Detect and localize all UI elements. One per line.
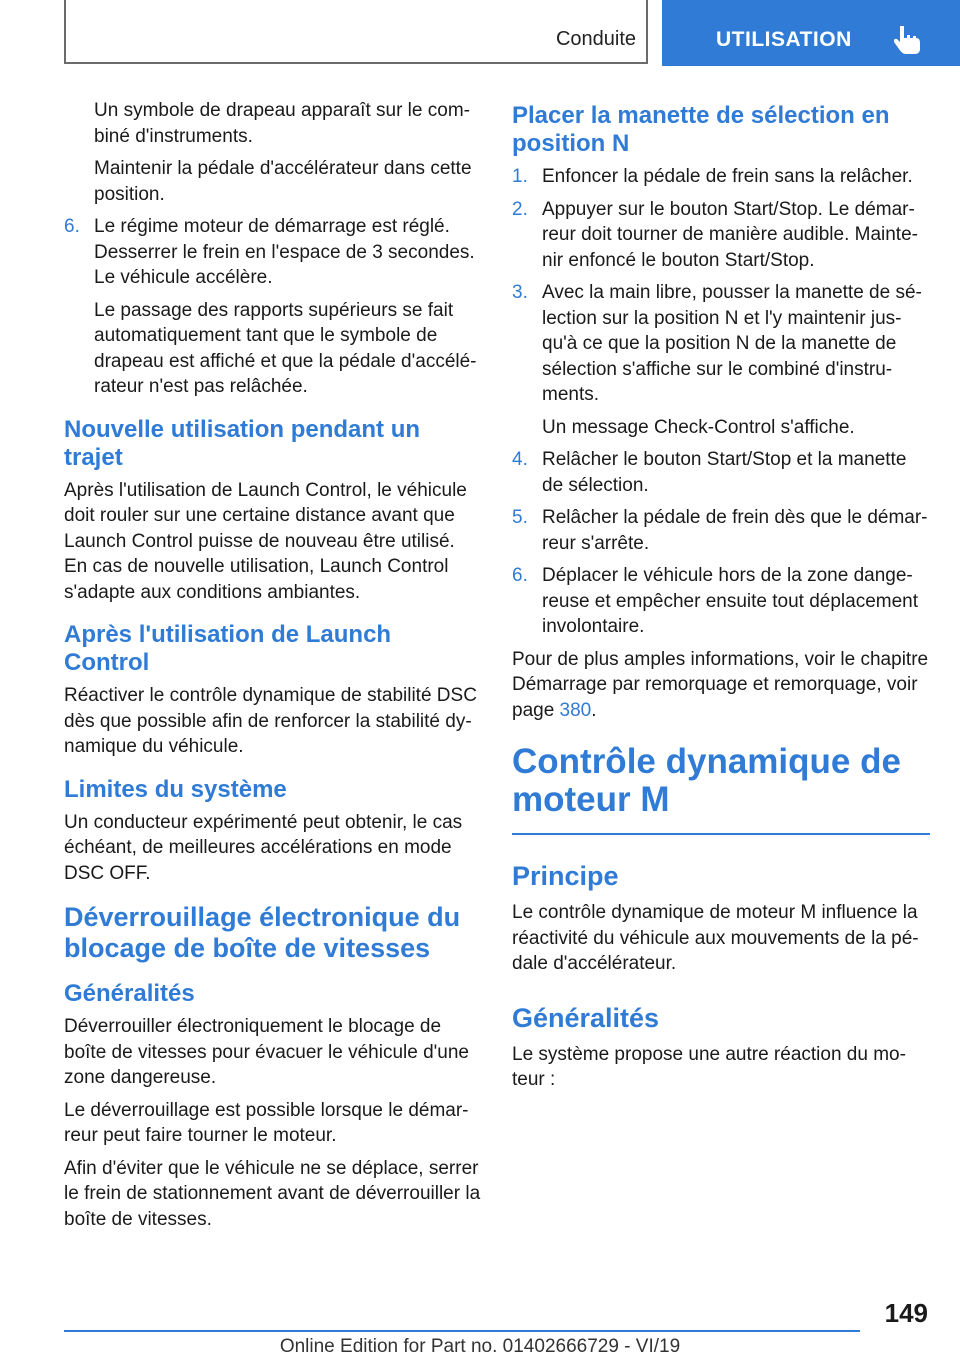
left-column — [64, 98, 482, 1239]
list-item — [64, 214, 482, 291]
paragraph: Après l'utilisation de Launch Control, le véhicule doit rouler sur une certaine distance avant que Launch Control puisse de nouveau être utilisé. En cas de nouvelle utilisation, Launch Control s'adapte aux conditions ambiantes. — [64, 479, 467, 603]
paragraph: Un message Check-Control s'affiche. — [542, 416, 855, 438]
chapter-tab-label: UTILISATION — [716, 28, 852, 51]
chapter-tab[interactable] — [662, 0, 960, 66]
hand-pointer-icon — [894, 24, 922, 54]
heading-nouvelle-utilisation: Nouvelle utilisation pendant un trajet — [64, 415, 421, 471]
list-item — [512, 563, 930, 640]
list-text: Relâcher la pédale de frein dès que le démar‐ reur s'arrête. — [542, 507, 928, 554]
list-item — [512, 280, 930, 408]
right-column — [512, 98, 930, 1100]
heading-placer-manette: Placer la manette de sélection en position N — [512, 102, 890, 157]
text: Pour de plus amples informations, voir le chapitre Démarrage par remorquage et remorquage, voir page — [512, 648, 929, 721]
list-text: Appuyer sur le bouton Start/Stop. Le démar‐ reur doit tourner de manière audible. Mainte‐ nir enfoncé le bouton Start/Stop. — [542, 198, 918, 271]
list-text: Avec la main libre, pousser la manette de sé‐ lection sur la position N et l'y maintenir jus‐ qu'à ce que la position N de la manette de sélection s'affiche sur le combiné d'instru‐ ments. — [542, 282, 922, 405]
text: . — [591, 699, 597, 721]
list-number: 5. — [512, 507, 528, 528]
list-text: Le régime moteur de démarrage est réglé. Desserrer le frein en l'espace de 3 secondes. Le véhicule accélère. — [94, 216, 475, 288]
paragraph: Le système propose une autre réaction du mo‐ teur : — [512, 1043, 906, 1090]
heading-generalites: Généralités — [64, 980, 195, 1007]
heading-principe: Principe — [512, 861, 619, 891]
paragraph: Le passage des rapports supérieurs se fait automatiquement tant que le symbole de drapeau est affiché et que la pédale d'accélé‐ rateur n'est pas relâchée. — [94, 299, 477, 397]
page-number: 149 — [884, 1298, 928, 1328]
list-number: 6. — [512, 565, 528, 586]
heading-controle-dynamique: Contrôle dynamique de moteur M — [512, 743, 930, 835]
heading-generalites-right: Généralités — [512, 1002, 660, 1033]
paragraph: Afin d'éviter que le véhicule ne se déplace, serrer le frein de stationnement avant de déverrouiller la boîte de vitesses. — [64, 1157, 481, 1230]
paragraph: Le déverrouillage est possible lorsque le démar‐ reur peut faire tourner le moteur. — [64, 1099, 469, 1146]
list-item — [512, 447, 930, 498]
list-text: Enfoncer la pédale de frein sans la relâcher. — [542, 166, 913, 187]
heading-apres-launch-control: Après l'utilisation de Launch Control — [64, 621, 392, 676]
list-number: 3. — [512, 282, 528, 303]
footer-divider — [64, 1330, 860, 1332]
list-item — [512, 505, 930, 556]
paragraph: Le contrôle dynamique de moteur M influence la réactivité du véhicule aux mouvements de la pé‐ dale d'accélérateur. — [512, 902, 919, 974]
paragraph: Un conducteur expérimenté peut obtenir, le cas échéant, de meilleures accélérations en mode DSC OFF. — [64, 811, 463, 884]
list-text: Déplacer le véhicule hors de la zone dange‐ reuse et empêcher ensuite tout déplacement involontaire. — [542, 565, 919, 637]
paragraph: Réactiver le contrôle dynamique de stabilité DSC dès que possible afin de renforcer la stabilité dy‐ namique du véhicule. — [64, 685, 477, 757]
list-number: 6. — [64, 216, 80, 237]
paragraph — [512, 647, 930, 724]
list-number: 2. — [512, 198, 528, 220]
heading-deverrouillage: Déverrouillage électronique du blocage de boîte de vitesses — [64, 902, 461, 963]
list-number: 4. — [512, 449, 528, 470]
list-item — [512, 197, 930, 274]
list-item — [512, 164, 930, 190]
paragraph: Déverrouiller électroniquement le blocage de boîte de vitesses pour évacuer le véhicule d'une zone dangereuse. — [64, 1016, 469, 1088]
footer-edition: Online Edition for Part no. 01402666729 - VI/19 — [279, 1336, 681, 1357]
list-number: 1. — [512, 166, 528, 187]
list-text: Relâcher le bouton Start/Stop et la manette de sélection. — [542, 449, 907, 496]
paragraph: Un symbole de drapeau apparaît sur le com‐ biné d'instruments. — [94, 100, 470, 147]
paragraph: Maintenir la pédale d'accélérateur dans cette position. — [94, 158, 472, 205]
heading-limites: Limites du système — [64, 775, 287, 803]
page-link[interactable]: 380 — [559, 699, 592, 721]
section-title: Conduite — [555, 28, 636, 50]
